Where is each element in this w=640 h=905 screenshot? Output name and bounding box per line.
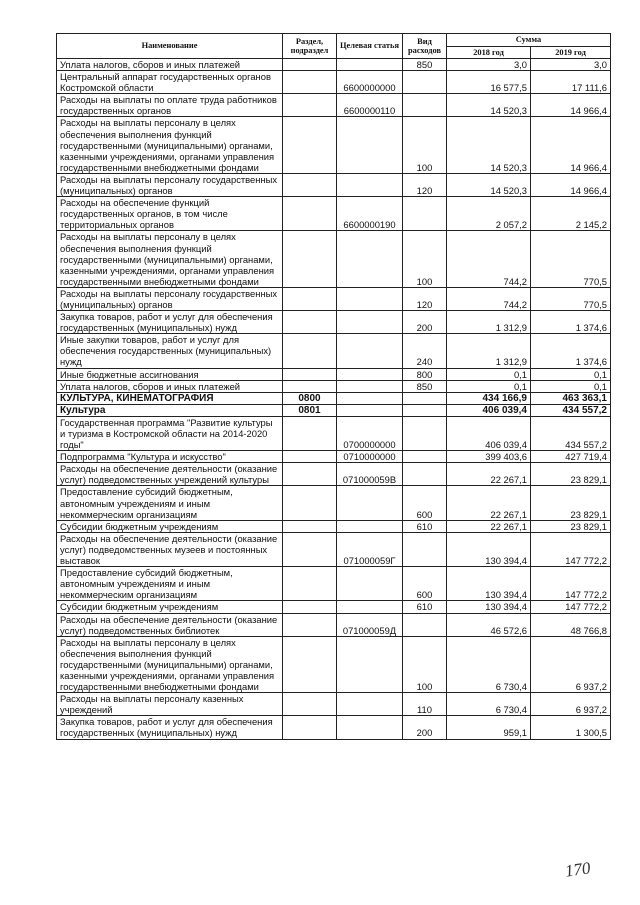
cell-v2: 147 772,2 (531, 567, 611, 601)
cell-v2: 23 829,1 (531, 520, 611, 532)
cell-v1: 744,2 (447, 287, 531, 310)
table-row (57, 231, 611, 287)
table-row (57, 173, 611, 196)
cell-target (337, 716, 403, 739)
cell-target (337, 231, 403, 287)
cell-target (337, 380, 403, 392)
cell-v1: 744,2 (447, 231, 531, 287)
cell-name: Закупка товаров, работ и услуг для обеспечения государственных (муниципальных) нужд (57, 716, 283, 739)
cell-type: 800 (403, 368, 447, 380)
table-row (57, 567, 611, 601)
cell-type (403, 532, 447, 566)
table-row (57, 416, 611, 450)
cell-v2: 14 966,4 (531, 94, 611, 117)
cell-type (403, 404, 447, 416)
col-header-target: Целевая статья (337, 34, 403, 59)
cell-v1: 130 394,4 (447, 567, 531, 601)
cell-type: 240 (403, 334, 447, 368)
cell-type: 850 (403, 380, 447, 392)
cell-target: 6600000000 (337, 71, 403, 94)
cell-name: Расходы на выплаты персоналу государственных (муниципальных) органов (57, 173, 283, 196)
cell-name: Субсидии бюджетным учреждениям (57, 520, 283, 532)
cell-name: Субсидии бюджетным учреждениям (57, 601, 283, 613)
cell-v1: 22 267,1 (447, 486, 531, 520)
cell-type (403, 463, 447, 486)
cell-v1: 434 166,9 (447, 392, 531, 404)
cell-v2: 1 374,6 (531, 334, 611, 368)
table-row (57, 693, 611, 716)
cell-type: 100 (403, 636, 447, 692)
table-row (57, 486, 611, 520)
cell-target: 071000059Г (337, 532, 403, 566)
cell-v2: 427 719,4 (531, 451, 611, 463)
page-number: 170 (563, 858, 592, 881)
cell-v2: 0,1 (531, 368, 611, 380)
cell-name: Расходы на обеспечение деятельности (оказание услуг) подведомственных библиотек (57, 613, 283, 636)
cell-name: Расходы на обеспечение деятельности (оказание услуг) подведомственных музеев и постоянных выставок (57, 532, 283, 566)
cell-name: Государственная программа "Развитие культуры и туризма в Костромской области на 2014-2020 годы" (57, 416, 283, 450)
cell-v1: 6 730,4 (447, 693, 531, 716)
table-row (57, 71, 611, 94)
table-row (57, 716, 611, 739)
cell-target: 071000059В (337, 463, 403, 486)
cell-v1: 2 057,2 (447, 197, 531, 231)
cell-name: Предоставление субсидий бюджетным, автономным учреждениям и иным некоммерческим организациям (57, 486, 283, 520)
cell-target (337, 59, 403, 71)
cell-target (337, 486, 403, 520)
cell-v1: 1 312,9 (447, 311, 531, 334)
cell-section (283, 613, 337, 636)
cell-section (283, 173, 337, 196)
cell-v2: 6 937,2 (531, 693, 611, 716)
cell-section (283, 520, 337, 532)
cell-v2: 147 772,2 (531, 532, 611, 566)
cell-section (283, 693, 337, 716)
cell-v1: 399 403,6 (447, 451, 531, 463)
table-row (57, 636, 611, 692)
cell-type: 200 (403, 311, 447, 334)
cell-type (403, 94, 447, 117)
budget-table (56, 33, 611, 740)
cell-name: КУЛЬТУРА, КИНЕМАТОГРАФИЯ (57, 392, 283, 404)
cell-type: 120 (403, 173, 447, 196)
cell-section (283, 334, 337, 368)
table-row (57, 532, 611, 566)
cell-target: 0710000000 (337, 451, 403, 463)
cell-type: 850 (403, 59, 447, 71)
cell-v1: 22 267,1 (447, 463, 531, 486)
col-header-year2: 2019 год (531, 46, 611, 59)
cell-type: 600 (403, 567, 447, 601)
cell-v1: 46 572,6 (447, 613, 531, 636)
cell-type (403, 416, 447, 450)
cell-name: Расходы на выплаты персоналу казенных учреждений (57, 693, 283, 716)
cell-section: 0800 (283, 392, 337, 404)
cell-name: Уплата налогов, сборов и иных платежей (57, 380, 283, 392)
cell-v2: 147 772,2 (531, 601, 611, 613)
cell-v2: 2 145,2 (531, 197, 611, 231)
cell-target (337, 693, 403, 716)
cell-v2: 770,5 (531, 231, 611, 287)
cell-target (337, 173, 403, 196)
cell-section (283, 486, 337, 520)
cell-type (403, 613, 447, 636)
cell-name: Иные бюджетные ассигнования (57, 368, 283, 380)
col-header-sum: Сумма (447, 34, 611, 47)
cell-section (283, 532, 337, 566)
cell-name: Подпрограмма "Культура и искусство" (57, 451, 283, 463)
cell-v1: 406 039,4 (447, 404, 531, 416)
cell-section (283, 636, 337, 692)
cell-target (337, 404, 403, 416)
table-row (57, 311, 611, 334)
cell-section (283, 380, 337, 392)
cell-target (337, 287, 403, 310)
cell-v1: 16 577,5 (447, 71, 531, 94)
cell-name: Культура (57, 404, 283, 416)
cell-target (337, 601, 403, 613)
cell-type: 100 (403, 231, 447, 287)
cell-type: 110 (403, 693, 447, 716)
cell-target: 6600000110 (337, 94, 403, 117)
col-header-year1: 2018 год (447, 46, 531, 59)
cell-type (403, 197, 447, 231)
cell-v1: 0,1 (447, 368, 531, 380)
cell-v2: 463 363,1 (531, 392, 611, 404)
cell-target (337, 334, 403, 368)
cell-v2: 6 937,2 (531, 636, 611, 692)
cell-v2: 434 557,2 (531, 404, 611, 416)
cell-target: 071000059Д (337, 613, 403, 636)
cell-v2: 14 966,4 (531, 117, 611, 173)
cell-v1: 3,0 (447, 59, 531, 71)
cell-name: Иные закупки товаров, работ и услуг для обеспечения государственных (муниципальных) нужд (57, 334, 283, 368)
cell-section: 0801 (283, 404, 337, 416)
cell-v2: 434 557,2 (531, 416, 611, 450)
cell-target (337, 117, 403, 173)
cell-v2: 23 829,1 (531, 463, 611, 486)
cell-section (283, 71, 337, 94)
cell-type (403, 71, 447, 94)
cell-target (337, 392, 403, 404)
cell-name: Расходы на выплаты по оплате труда работников государственных органов (57, 94, 283, 117)
cell-section (283, 601, 337, 613)
cell-section (283, 231, 337, 287)
cell-v1: 130 394,4 (447, 601, 531, 613)
cell-section (283, 567, 337, 601)
table-row (57, 451, 611, 463)
cell-section (283, 416, 337, 450)
cell-v1: 130 394,4 (447, 532, 531, 566)
table-row (57, 287, 611, 310)
cell-v1: 22 267,1 (447, 520, 531, 532)
cell-target (337, 311, 403, 334)
table-row (57, 392, 611, 404)
cell-v1: 14 520,3 (447, 94, 531, 117)
cell-v1: 0,1 (447, 380, 531, 392)
cell-type (403, 392, 447, 404)
cell-section (283, 463, 337, 486)
cell-type: 200 (403, 716, 447, 739)
cell-target: 0700000000 (337, 416, 403, 450)
table-row (57, 334, 611, 368)
cell-section (283, 94, 337, 117)
table-row (57, 404, 611, 416)
cell-type: 120 (403, 287, 447, 310)
col-header-section: Раздел, подраздел (283, 34, 337, 59)
cell-v2: 23 829,1 (531, 486, 611, 520)
cell-name: Расходы на выплаты персоналу в целях обеспечения выполнения функций государственными (муниципальными) органами, казенными учреждениями, органами управления государственными внебюджетными фондами (57, 636, 283, 692)
table-row (57, 59, 611, 71)
cell-v1: 14 520,3 (447, 173, 531, 196)
cell-v2: 1 300,5 (531, 716, 611, 739)
cell-section (283, 197, 337, 231)
cell-type (403, 451, 447, 463)
cell-name: Расходы на выплаты персоналу в целях обеспечения выполнения функций государственными (муниципальными) органами, казенными учреждениями, органами управления государственными внебюджетными фондами (57, 117, 283, 173)
cell-name: Уплата налогов, сборов и иных платежей (57, 59, 283, 71)
cell-v1: 6 730,4 (447, 636, 531, 692)
table-body (57, 59, 611, 740)
table-row (57, 117, 611, 173)
cell-name: Закупка товаров, работ и услуг для обеспечения государственных (муниципальных) нужд (57, 311, 283, 334)
cell-v2: 48 766,8 (531, 613, 611, 636)
cell-name: Центральный аппарат государственных органов Костромской области (57, 71, 283, 94)
cell-type: 600 (403, 486, 447, 520)
cell-target (337, 520, 403, 532)
cell-v2: 0,1 (531, 380, 611, 392)
table-row (57, 463, 611, 486)
cell-target (337, 567, 403, 601)
cell-type: 610 (403, 520, 447, 532)
cell-section (283, 59, 337, 71)
cell-v1: 14 520,3 (447, 117, 531, 173)
col-header-name: Наименование (57, 34, 283, 59)
table-row (57, 197, 611, 231)
cell-section (283, 451, 337, 463)
cell-section (283, 716, 337, 739)
table-row (57, 380, 611, 392)
cell-name: Расходы на выплаты персоналу государственных (муниципальных) органов (57, 287, 283, 310)
table-row (57, 94, 611, 117)
cell-v2: 770,5 (531, 287, 611, 310)
cell-v1: 959,1 (447, 716, 531, 739)
cell-name: Расходы на выплаты персоналу в целях обеспечения выполнения функций государственными (муниципальными) органами, казенными учреждениями, органами управления государственными внебюджетными фондами (57, 231, 283, 287)
cell-v1: 1 312,9 (447, 334, 531, 368)
cell-name: Предоставление субсидий бюджетным, автономным учреждениям и иным некоммерческим организациям (57, 567, 283, 601)
cell-section (283, 311, 337, 334)
cell-name: Расходы на обеспечение функций государственных органов, в том числе территориальных органов (57, 197, 283, 231)
table-row (57, 613, 611, 636)
table-row (57, 601, 611, 613)
cell-v2: 1 374,6 (531, 311, 611, 334)
cell-v2: 14 966,4 (531, 173, 611, 196)
cell-v2: 17 111,6 (531, 71, 611, 94)
cell-section (283, 368, 337, 380)
cell-section (283, 287, 337, 310)
cell-section (283, 117, 337, 173)
cell-target: 6600000190 (337, 197, 403, 231)
cell-target (337, 368, 403, 380)
table-row (57, 368, 611, 380)
table-row (57, 520, 611, 532)
col-header-type: Вид расходов (403, 34, 447, 59)
cell-target (337, 636, 403, 692)
cell-v2: 3,0 (531, 59, 611, 71)
cell-type: 100 (403, 117, 447, 173)
cell-name: Расходы на обеспечение деятельности (оказание услуг) подведомственных учреждений культуры (57, 463, 283, 486)
cell-type: 610 (403, 601, 447, 613)
cell-v1: 406 039,4 (447, 416, 531, 450)
